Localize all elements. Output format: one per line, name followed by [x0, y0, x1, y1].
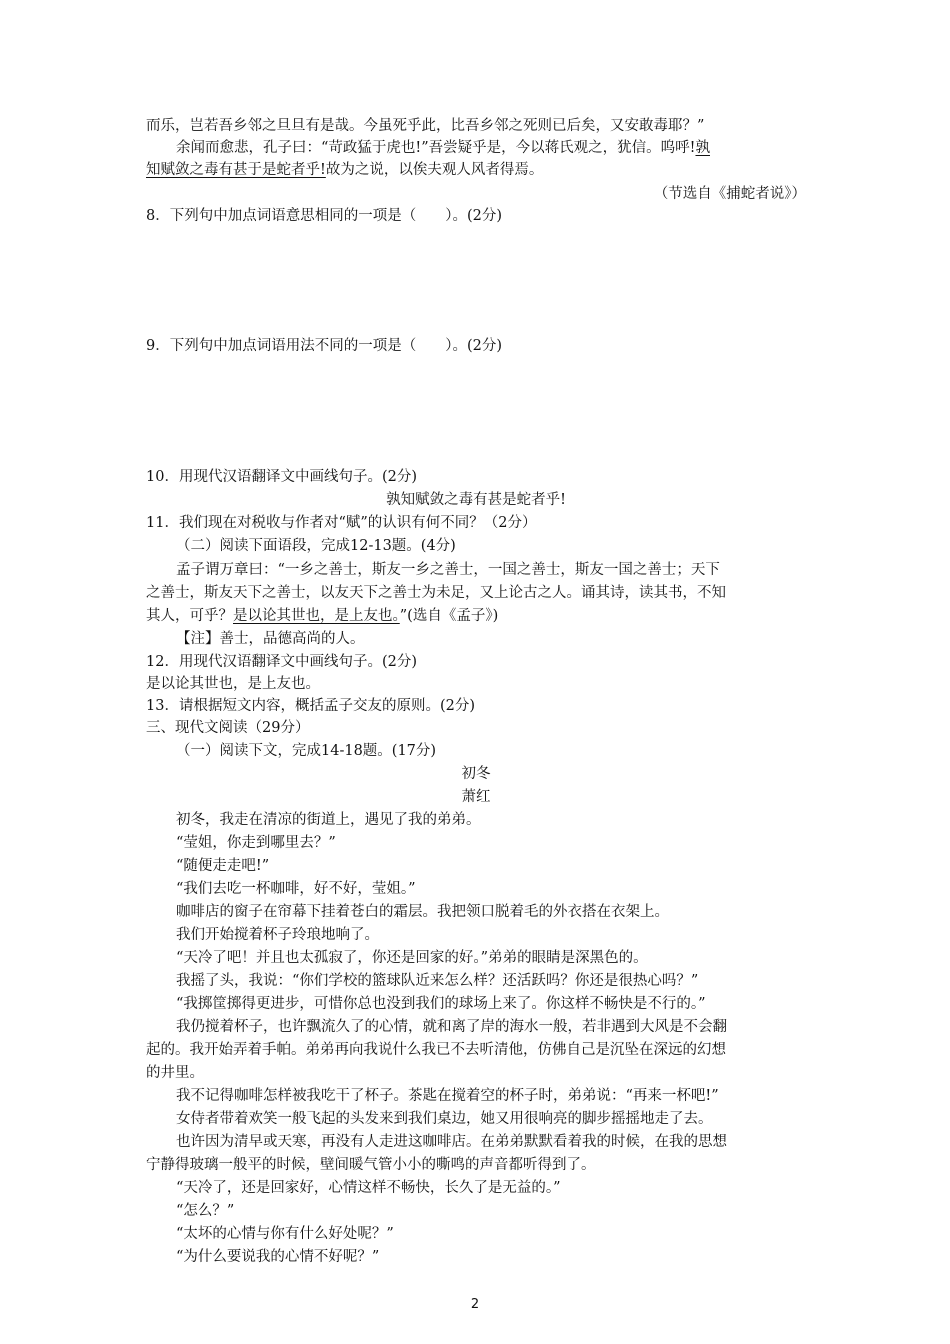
passage-line: 余闻而愈悲，孔子曰：“苛政猛于虎也!”吾尝疑乎是，今以蒋氏观之，犹信。呜呼!孰 — [176, 140, 710, 156]
article-line: 我们开始搅着杯子玲琅地响了。 — [176, 927, 379, 943]
article-line: 我不记得咖啡怎样被我吃干了杯子。茶匙在搅着空的杯子时，弟弟说：“再来一杯吧!” — [176, 1088, 719, 1104]
article-line: “天冷了，还是回家好，心情这样不畅快，长久了是无益的。” — [176, 1180, 561, 1196]
article-line: “为什么要说我的心情不好呢？” — [176, 1249, 380, 1265]
question-12: 12．用现代汉语翻译文中画线句子。(2分) — [146, 654, 417, 670]
article-line: “我掷筐掷得更进步，可惜你总也没到我们的球场上来了。你这样不畅快是不行的。” — [176, 996, 706, 1012]
source-citation: （节选自《捕蛇者说》） — [653, 186, 806, 202]
article-line: 我摇了头，我说：“你们学校的篮球队近来怎么样？还活跃吗？你还是很热心吗？” — [176, 973, 699, 989]
q12-sentence: 是以论其世也，是上友也。 — [146, 676, 320, 692]
article-line: “太坏的心情与你有什么好处呢？” — [176, 1226, 394, 1242]
q10-sentence: 孰知赋敛之毒有甚是蛇者乎! — [386, 492, 566, 508]
question-8: 8．下列句中加点词语意思相同的一项是（ ）。(2分) — [146, 208, 503, 224]
article-line: 我仍搅着杯子，也许飘流久了的心情，就和离了岸的海水一般，若非遇到大风是不会翻 — [176, 1019, 727, 1035]
section-3-heading: 三、现代文阅读（29分） — [146, 720, 310, 736]
passage-line: 孟子谓万章曰：“一乡之善士，斯友一乡之善士，一国之善士，斯友一国之善士；天下 — [176, 562, 720, 578]
article-author: 萧红 — [461, 789, 491, 805]
article-line: “我们去吃一杯咖啡，好不好，莹姐。” — [176, 881, 416, 897]
passage-line: 而乐，岂若吾乡邻之旦旦有是哉。今虽死乎此，比吾乡邻之死则已后矣，又安敢毒耶？” — [146, 118, 705, 134]
question-9: 9．下列句中加点词语用法不同的一项是（ ）。(2分) — [146, 338, 503, 354]
question-10: 10．用现代汉语翻译文中画线句子。(2分) — [146, 469, 417, 485]
article-line: 咖啡店的窗子在帘幕下挂着苍白的霜层。我把领口脱着毛的外衣搭在衣架上。 — [176, 904, 669, 920]
article-line: 女侍者带着欢笑一般飞起的头发来到我们桌边，她又用很响亮的脚步摇摇地走了去。 — [176, 1111, 713, 1127]
page-number: 2 — [470, 1297, 480, 1312]
article-line: 也许因为清早或天寒，再没有人走进这咖啡店。在弟弟默默看着我的时候，在我的思想 — [176, 1134, 727, 1150]
underlined-sentence: 知赋敛之毒有甚于是蛇者乎! — [146, 162, 326, 178]
section-2-heading: （二）阅读下面语段，完成12-13题。(4分) — [176, 538, 456, 554]
article-line: 初冬，我走在清凉的街道上，遇见了我的弟弟。 — [176, 812, 481, 828]
passage-line: 知赋敛之毒有甚于是蛇者乎!故为之说，以俟夫观人风者得焉。 — [146, 162, 544, 178]
question-13: 13．请根据短文内容，概括孟子交友的原则。(2分) — [146, 698, 475, 714]
passage-line: 之善士，斯友天下之善士，以友天下之善士为未足，又上论古之人。诵其诗，读其书，不知 — [146, 585, 726, 601]
underlined-sentence: 孰 — [695, 140, 710, 156]
article-title: 初冬 — [461, 766, 491, 782]
section-3a-heading: （一）阅读下文，完成14-18题。(17分) — [176, 743, 437, 759]
article-line: “随便走走吧!” — [176, 858, 270, 874]
article-line: “莹姐，你走到哪里去？” — [176, 835, 336, 851]
article-line: 宁静得玻璃一般平的时候，壁间暖气管小小的嘶鸣的声音都听得到了。 — [146, 1157, 596, 1173]
underlined-sentence: 是以论其世也，是上友也。 — [233, 608, 400, 624]
article-line: 的井里。 — [146, 1065, 204, 1081]
article-line: “天冷了吧！并且也太孤寂了，你还是回家的好。”弟弟的眼睛是深黑色的。 — [176, 950, 648, 966]
annotation-note: 【注】善士，品德高尚的人。 — [176, 631, 365, 647]
passage-line: 其人，可乎？是以论其世也，是上友也。”(选自《孟子》) — [146, 608, 499, 624]
question-11: 11．我们现在对税收与作者对“赋”的认识有何不同？（2分） — [146, 515, 537, 531]
article-line: 起的。我开始弄着手帕。弟弟再向我说什么我已不去听清他，仿佛自己是沉坠在深远的幻想 — [146, 1042, 726, 1058]
article-line: “怎么？” — [176, 1203, 235, 1219]
